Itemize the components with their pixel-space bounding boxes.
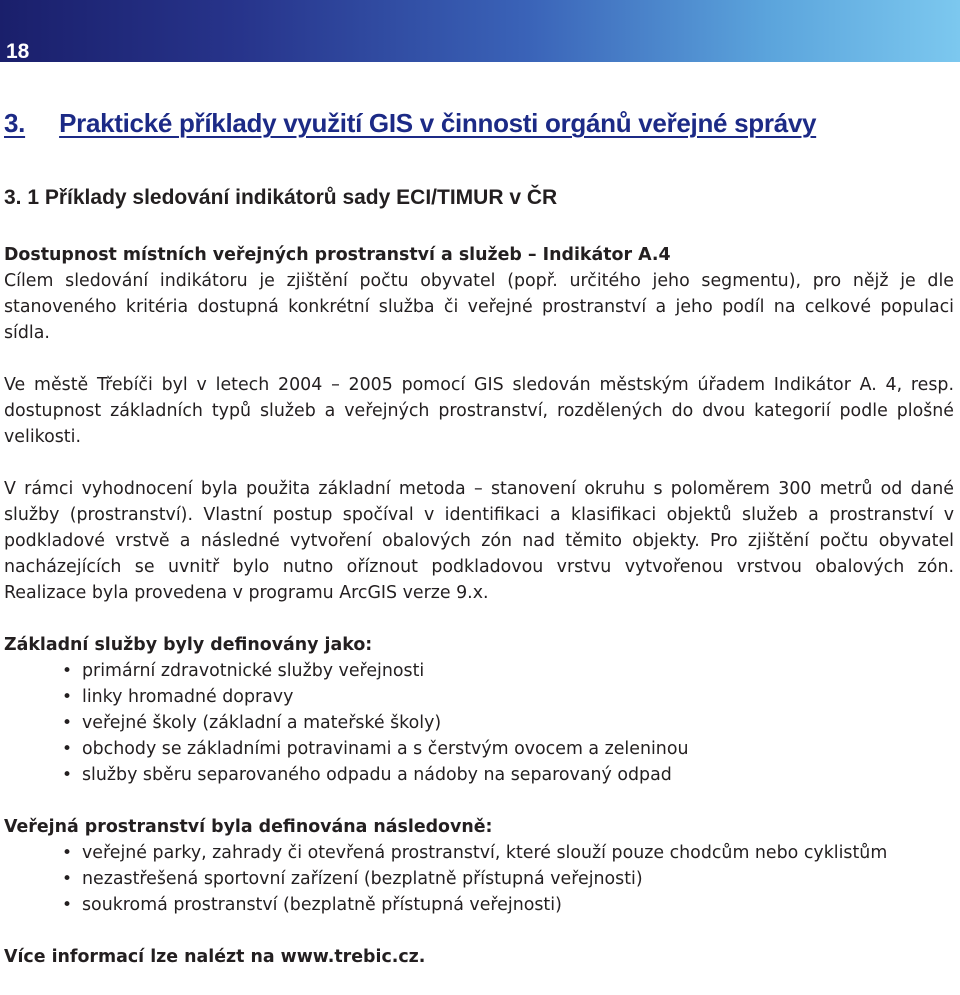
document-body [4, 242, 954, 970]
header-bar [0, 0, 960, 62]
list-item: • veřejné parky, zahrady či otevřená prostranství, které slouží pouze chodcům nebo cyklistům [4, 840, 954, 866]
services-list [4, 658, 954, 788]
list-item: • obchody se základními potravinami a s čerstvým ovocem a zeleninou [4, 736, 954, 762]
paragraph-trebic: Ve městě Třebíči byl v letech 2004 – 2005 pomocí GIS sledován městským úřadem Indikátor A. 4, resp. dostupnost základních typů služeb a veřejných prostranství, rozdělených do dvou kategorií podle plošné velikosti. [4, 375, 954, 447]
list-item: • nezastřešená sportovní zařízení (bezplatně přístupná veřejnosti) [4, 866, 954, 892]
section-heading: 3. 1 Příklady sledování indikátorů sady ECI/TIMUR v ČR [4, 186, 558, 209]
chapter-number: 3. [4, 108, 26, 138]
more-info: Více informací lze nalézt na www.trebic.cz. [4, 947, 426, 967]
chapter-heading [4, 108, 816, 139]
list-item: • linky hromadné dopravy [4, 684, 954, 710]
services-title: Základní služby byly definovány jako: [4, 635, 373, 655]
list-item: • veřejné školy (základní a mateřské školy) [4, 710, 954, 736]
indicator-title: Dostupnost místních veřejných prostranství a služeb – Indikátor A.4 [4, 245, 671, 265]
paragraph-method: V rámci vyhodnocení byla použita základní metoda – stanovení okruhu s poloměrem 300 metrů od dané služby (prostranství). Vlastní postup spočíval v identifikaci a klasifikaci objektů služeb a prostranství v podkladové vrstvě a následné vytvoření obalových zón nad těmito objekty. Pro zjištění počtu obyvatel nacházejících se uvnitř bylo nutno oříznout podkladovou vrstvu vytvořenou vrstvou obalových zón. Realizace byla provedena v programu ArcGIS verze 9.x. [4, 479, 954, 603]
indicator-intro: Cílem sledování indikátoru je zjištění počtu obyvatel (popř. určitého jeho segmentu), pro nějž je dle stanoveného kritéria dostupná konkrétní služba či veřejné prostranství a jeho podíl na celkové populaci sídla. [4, 271, 954, 343]
spaces-list [4, 840, 954, 918]
list-item: • primární zdravotnické služby veřejnosti [4, 658, 954, 684]
chapter-title: Praktické příklady využití GIS v činnosti orgánů veřejné správy [59, 108, 817, 138]
list-item: • soukromá prostranství (bezplatně přístupná veřejnosti) [4, 892, 954, 918]
list-item: • služby sběru separovaného odpadu a nádoby na separovaný odpad [4, 762, 954, 788]
page-number: 18 [6, 40, 30, 63]
spaces-title: Veřejná prostranství byla definována následovně: [4, 817, 493, 837]
